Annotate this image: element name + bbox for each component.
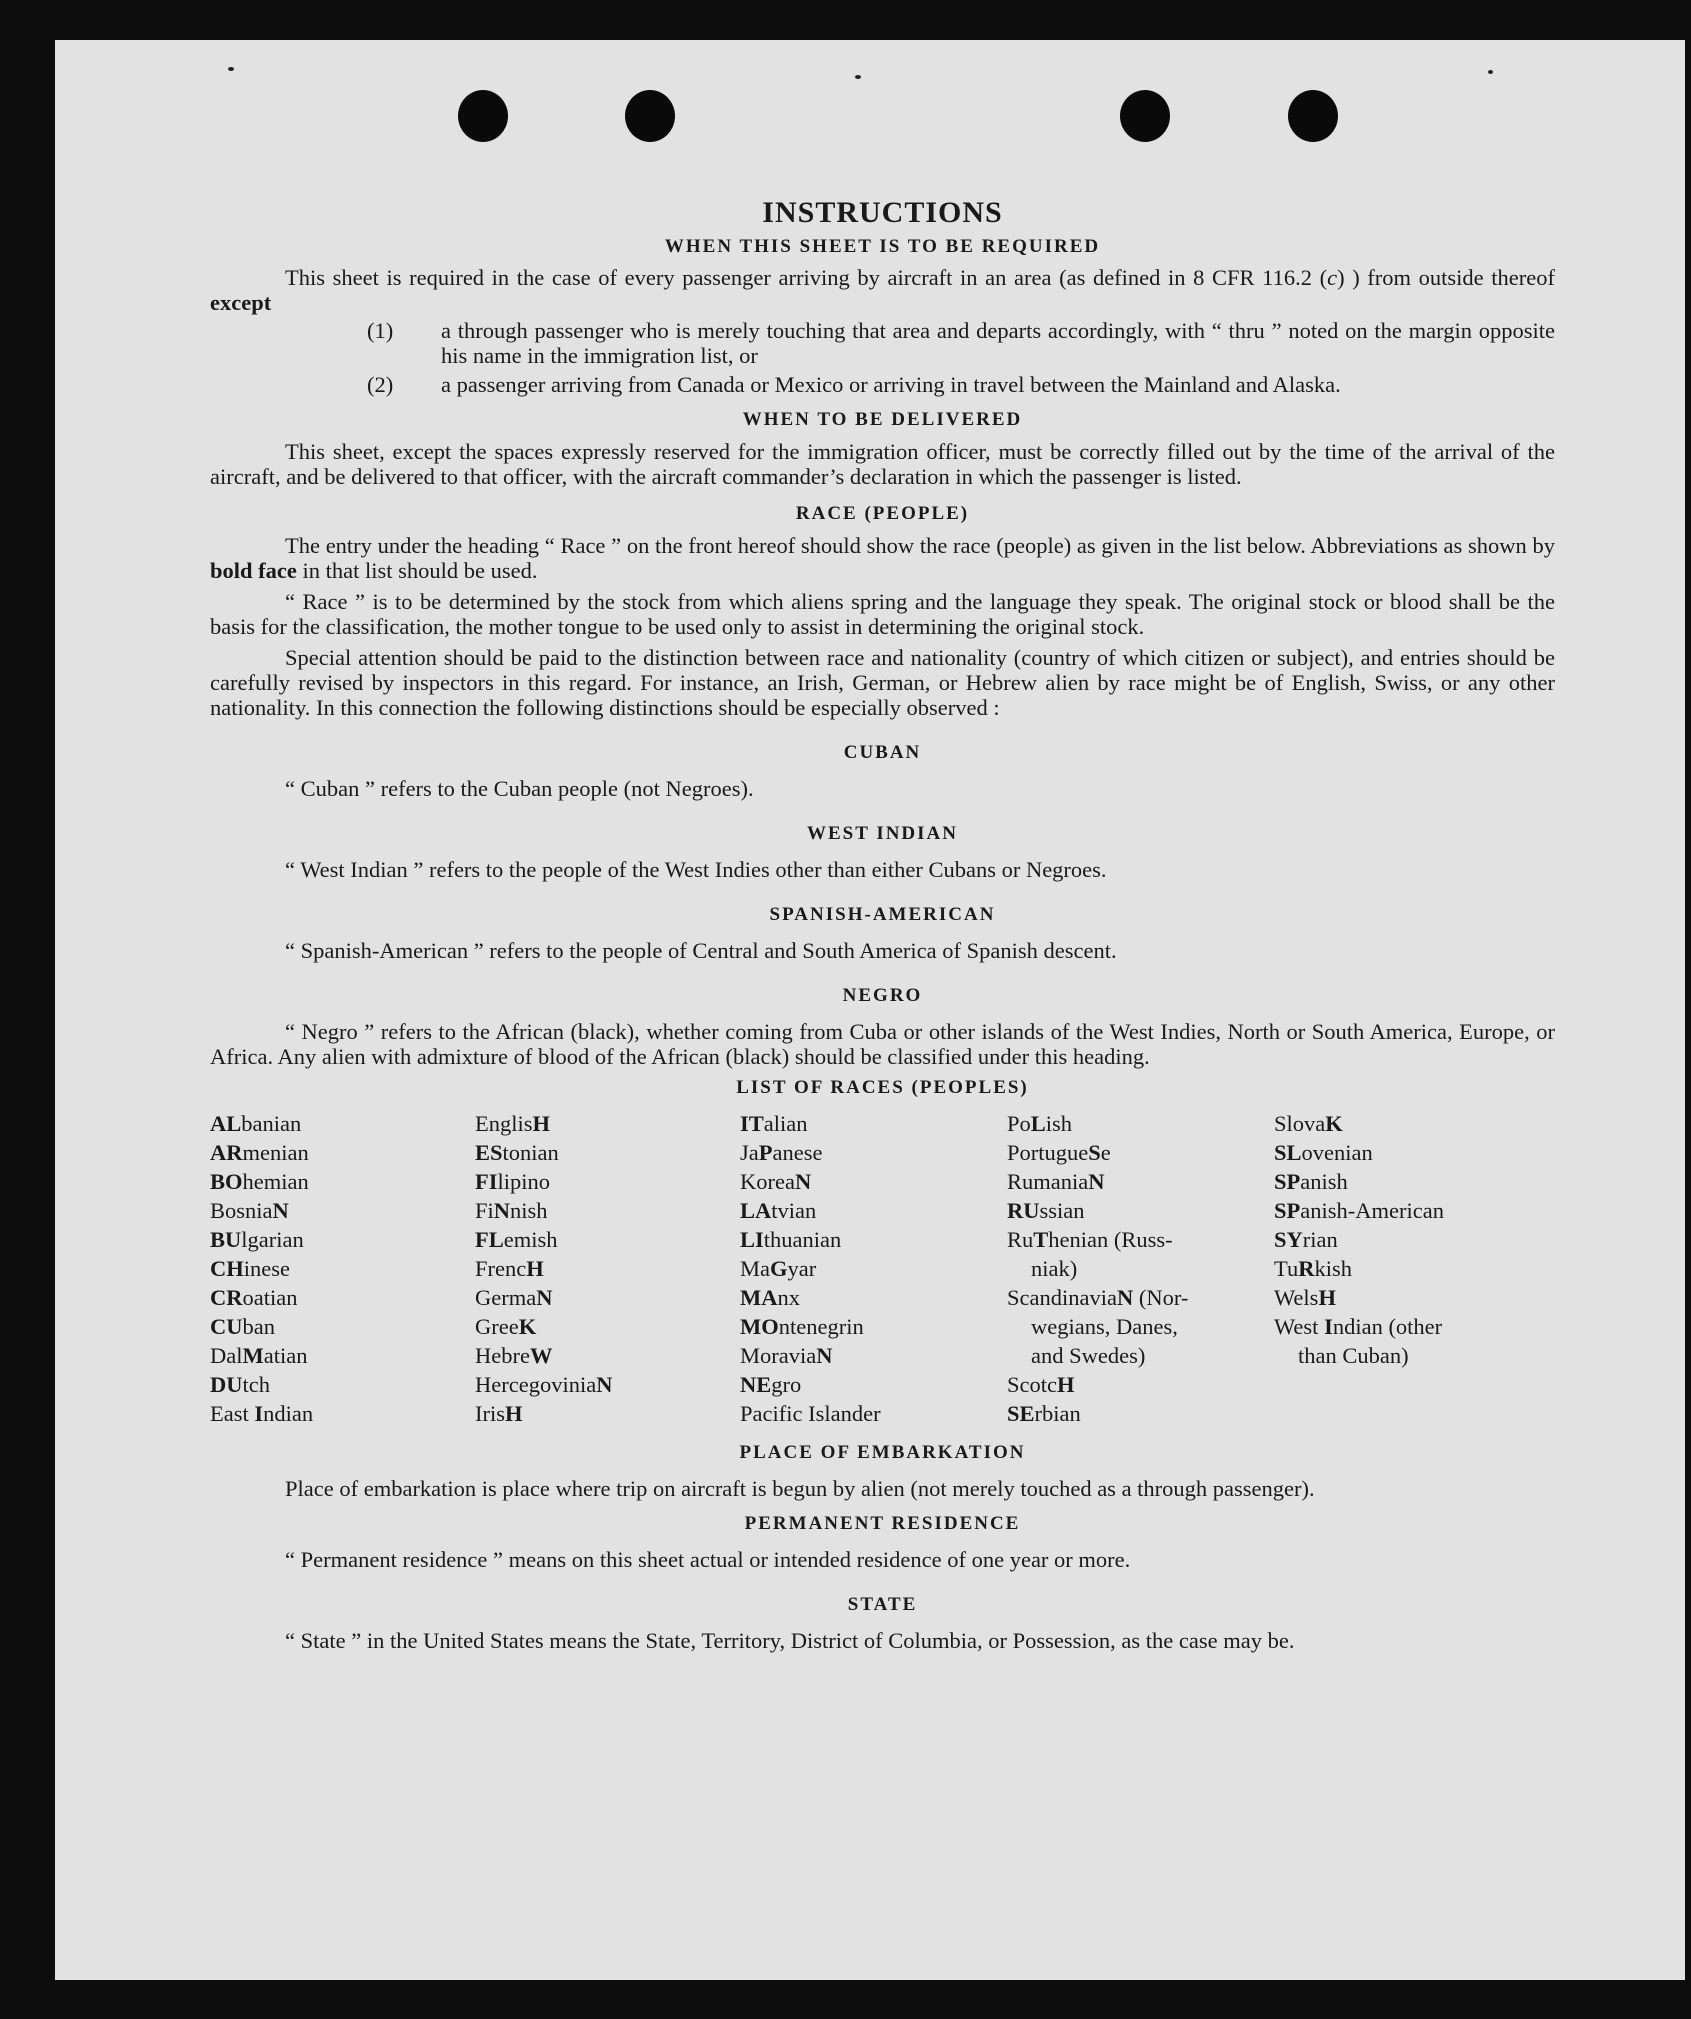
race-entry: ScandinaviaN (Nor-: [1007, 1285, 1189, 1310]
race-entry: RUssian: [1007, 1198, 1085, 1223]
paragraph: “ Race ” is to be determined by the stock from which aliens spring and the language they speak. The original stock or blood shall be the basis for the classification, the mother tongue to be used only to assist in determining the original stock.: [210, 589, 1555, 639]
race-entry: MaGyar: [740, 1256, 817, 1281]
section-heading: WEST INDIAN: [807, 823, 958, 844]
race-entry: ITalian: [740, 1111, 808, 1136]
paragraph: This sheet is required in the case of every passenger arriving by aircraft in an area (as defined in 8 CFR 116.2 (c) ) from outside thereof except: [210, 265, 1555, 315]
punch-hole: [625, 90, 675, 142]
race-entry: CHinese: [210, 1256, 290, 1281]
race-entry: niak): [1031, 1256, 1078, 1281]
race-entry: HercegoviniaN: [475, 1372, 613, 1397]
race-entry: PortugueSe: [1007, 1140, 1111, 1165]
race-entry: ARmenian: [210, 1140, 309, 1165]
paragraph: “ West Indian ” refers to the people of the West Indies other than either Cubans or Negroes.: [285, 857, 1107, 882]
race-entry: JaPanese: [740, 1140, 823, 1165]
race-entry: NEgro: [740, 1372, 802, 1397]
paragraph: “ State ” in the United States means the State, Territory, District of Columbia, or Possession, as the case may be.: [285, 1628, 1295, 1653]
race-entry: BOhemian: [210, 1169, 309, 1194]
race-entry: BUlgarian: [210, 1227, 304, 1252]
document-sheet: [55, 40, 1685, 1980]
race-entry: SYrian: [1274, 1227, 1338, 1252]
section-heading: SPANISH-AMERICAN: [769, 904, 996, 925]
race-column: [210, 1109, 475, 1428]
race-entry: LIthuanian: [740, 1227, 842, 1252]
section-heading: CUBAN: [843, 742, 922, 763]
speck: [1488, 70, 1493, 74]
race-entry: DalMatian: [210, 1343, 308, 1368]
section-heading: LIST OF RACES (PEOPLES): [736, 1077, 1029, 1098]
race-entry: ALbanian: [210, 1111, 302, 1136]
race-entry: FLemish: [475, 1227, 558, 1252]
race-column: [1274, 1109, 1524, 1428]
paragraph: “ Permanent residence ” means on this sheet actual or intended residence of one year or more.: [285, 1547, 1131, 1572]
section-heading: PERMANENT RESIDENCE: [744, 1513, 1021, 1534]
race-entry: and Swedes): [1031, 1343, 1146, 1368]
race-entry: MOntenegrin: [740, 1314, 864, 1339]
race-entry: SlovaK: [1274, 1111, 1343, 1136]
list-item: (1) a through passenger who is merely touching that area and departs accordingly, with “ thru ” noted on the margin opposite his name in the immigration list, or: [367, 318, 1555, 368]
page-title: INSTRUCTIONS: [762, 196, 1003, 229]
race-entry: SPanish-American: [1274, 1198, 1444, 1223]
race-entry: wegians, Danes,: [1031, 1314, 1178, 1339]
race-entry: SLovenian: [1274, 1140, 1373, 1165]
race-entry: TuRkish: [1274, 1256, 1352, 1281]
race-entry: GreeK: [475, 1314, 537, 1339]
section-heading: RACE (PEOPLE): [795, 503, 970, 524]
race-entry: FIlipino: [475, 1169, 551, 1194]
race-entry: ScotcH: [1007, 1372, 1075, 1397]
speck: [855, 75, 861, 79]
race-entry: DUtch: [210, 1372, 270, 1397]
race-entry: FrencH: [475, 1256, 544, 1281]
race-entry: SPanish: [1274, 1169, 1348, 1194]
punch-hole: [458, 90, 508, 142]
paragraph: “ Spanish-American ” refers to the people of Central and South America of Spanish descent.: [285, 938, 1117, 963]
section-heading: WHEN THIS SHEET IS TO BE REQUIRED: [664, 236, 1101, 257]
instructions-content: [210, 150, 1555, 1653]
race-entry: EnglisH: [475, 1111, 551, 1136]
race-entry: West Indian (other: [1274, 1314, 1443, 1339]
section-heading: WHEN TO BE DELIVERED: [742, 409, 1023, 430]
race-column: [475, 1109, 740, 1428]
race-entry: MAnx: [740, 1285, 800, 1310]
race-list: [210, 1109, 1555, 1428]
list-item: (2) a passenger arriving from Canada or Mexico or arriving in travel between the Mainland and Alaska.: [367, 372, 1341, 397]
race-entry: LAtvian: [740, 1198, 817, 1223]
race-entry: MoraviaN: [740, 1343, 833, 1368]
paragraph: Special attention should be paid to the distinction between race and nationality (country of which citizen or subject), and entries should be carefully revised by inspectors in this regard. For instance, an Irish, German, or Hebrew alien by race might be of English, Swiss, or any other nationality. In this connection the following distinctions should be especially observed :: [210, 645, 1555, 720]
race-column: [740, 1109, 1007, 1428]
punch-hole: [1288, 90, 1338, 142]
race-entry: East Indian: [210, 1401, 314, 1426]
race-entry: GermaN: [475, 1285, 553, 1310]
punch-hole: [1120, 90, 1170, 142]
race-column: [1007, 1109, 1274, 1428]
paragraph: The entry under the heading “ Race ” on the front hereof should show the race (people) as given in the list below. Abbreviations as shown by bold face in that list should be used.: [210, 533, 1555, 583]
section-heading: PLACE OF EMBARKATION: [739, 1442, 1026, 1463]
race-entry: FiNnish: [475, 1198, 548, 1223]
race-entry: CUban: [210, 1314, 275, 1339]
race-entry: EStonian: [475, 1140, 559, 1165]
paragraph: “ Negro ” refers to the African (black), whether coming from Cuba or other islands of the West Indies, North or South America, Europe, or Africa. Any alien with admixture of blood of the African (black) should be classified under this heading.: [210, 1019, 1555, 1069]
race-entry: than Cuban): [1298, 1343, 1409, 1368]
race-entry: WelsH: [1274, 1285, 1336, 1310]
race-entry: KoreaN: [740, 1169, 812, 1194]
race-entry: SErbian: [1007, 1401, 1081, 1426]
race-entry: Pacific Islander: [740, 1401, 881, 1426]
race-entry: RuThenian (Russ-: [1007, 1227, 1173, 1252]
paragraph: Place of embarkation is place where trip on aircraft is begun by alien (not merely touched as a through passenger).: [285, 1476, 1315, 1501]
section-heading: NEGRO: [842, 985, 923, 1006]
race-entry: IrisH: [475, 1401, 523, 1426]
race-entry: RumaniaN: [1007, 1169, 1105, 1194]
speck: [228, 67, 234, 71]
paragraph: This sheet, except the spaces expressly reserved for the immigration officer, must be correctly filled out by the time of the arrival of the aircraft, and be delivered to that officer, with the aircraft commander’s declaration in which the passenger is listed.: [210, 439, 1555, 489]
race-entry: CRoatian: [210, 1285, 298, 1310]
race-entry: HebreW: [475, 1343, 553, 1368]
race-entry: PoLish: [1007, 1111, 1073, 1136]
race-entry: BosniaN: [210, 1198, 289, 1223]
paragraph: “ Cuban ” refers to the Cuban people (not Negroes).: [285, 776, 754, 801]
section-heading: STATE: [847, 1594, 918, 1615]
